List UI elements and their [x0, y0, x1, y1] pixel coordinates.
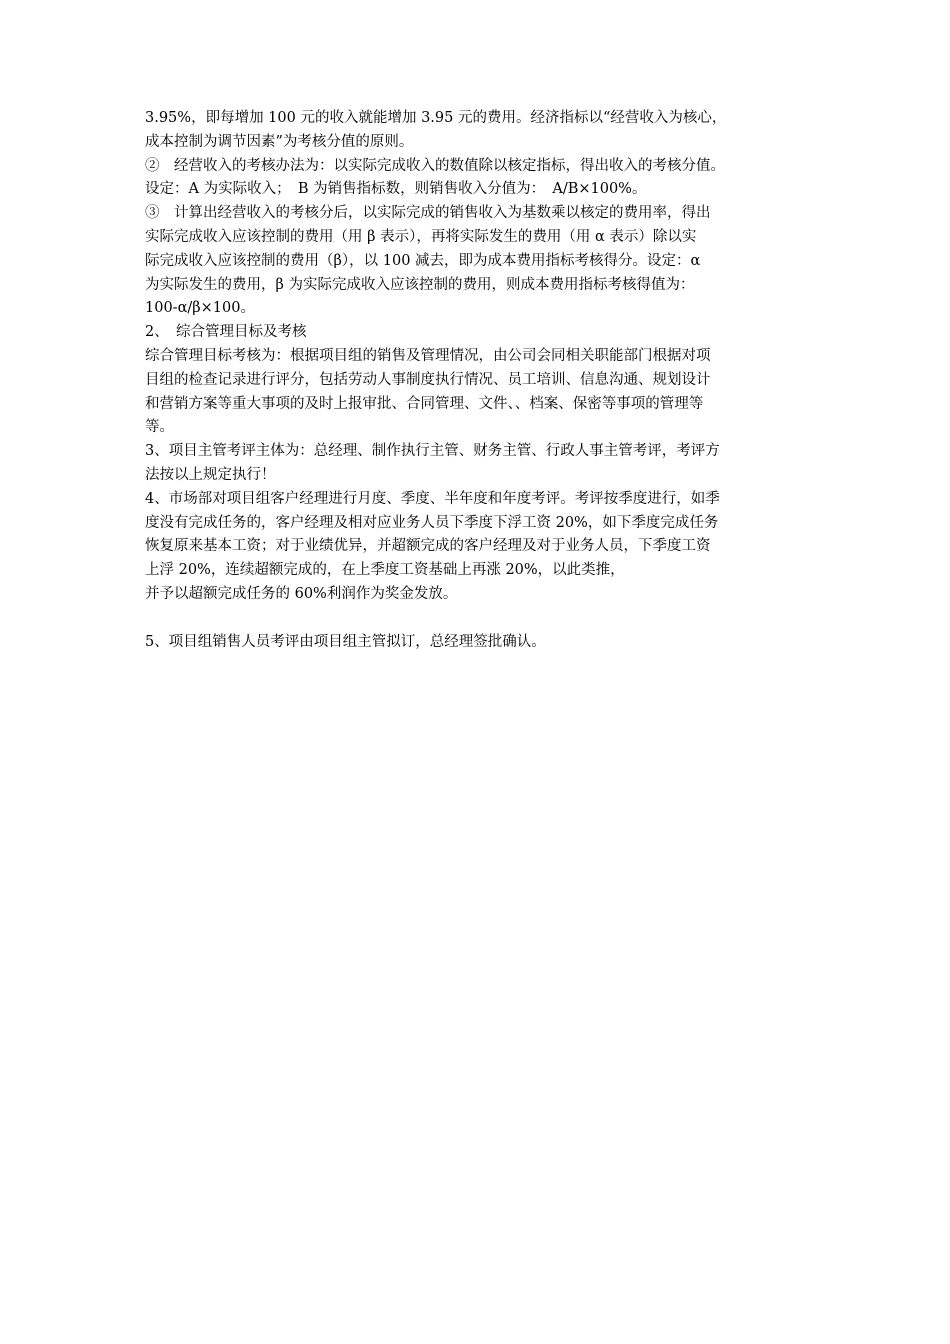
- text-line: 4、市场部对项目组客户经理进行月度、季度、半年度和年度考评。考评按季度进行，如季: [145, 490, 720, 507]
- text-line: 法按以上规定执行！: [145, 466, 276, 483]
- text-line: 为实际发生的费用，β 为实际完成收入应该控制的费用，则成本费用指标考核得值为：: [145, 276, 695, 293]
- text-line: 成本控制为调节因素”为考核分值的原则。: [145, 133, 414, 150]
- text-line: 3、项目主管考评主体为：总经理、制作执行主管、财务主管、行政人事主管考评，考评方: [145, 443, 720, 460]
- text-line: 实际完成收入应该控制的费用（用 β 表示），再将实际发生的费用（用 α 表示）除以实: [145, 228, 697, 245]
- document-body: [145, 107, 825, 654]
- text-line: 际完成收入应该控制的费用（β），以 100 减去，即为成本费用指标考核得分。设定：α: [145, 252, 701, 269]
- text-line: ② 经营收入的考核办法为：以实际完成收入的数值除以核定指标，得出收入的考核分值。: [145, 157, 725, 174]
- text-line: 目组的检查记录进行评分，包括劳动人事制度执行情况、员工培训、信息沟通、规划设计: [145, 371, 711, 388]
- text-line: 等。: [145, 419, 174, 436]
- text-line: 综合管理目标考核为：根据项目组的销售及管理情况，由公司会同相关职能部门根据对项: [145, 347, 711, 364]
- text-line: 5、项目组销售人员考评由项目组主管拟订，总经理签批确认。: [145, 633, 546, 650]
- text-line: 度没有完成任务的，客户经理及相对应业务人员下季度下浮工资 20%，如下季度完成任务: [145, 514, 719, 531]
- text-line: 恢复原来基本工资；对于业绩优异，并超额完成的客户经理及对于业务人员，下季度工资: [145, 538, 711, 555]
- text-line: 设定：A 为实际收入； B 为销售指标数，则销售收入分值为： A/B×100%。: [145, 181, 647, 198]
- blank-line: [145, 607, 825, 631]
- text-line: 3.95%，即每增加 100 元的收入就能增加 3.95 元的费用。经济指标以“经营收入为核心，: [145, 110, 727, 126]
- section-heading: 2、 综合管理目标及考核: [145, 324, 307, 341]
- text-line: 100-α/β×100。: [145, 300, 255, 317]
- text-line: 和营销方案等重大事项的及时上报审批、合同管理、文件、、档案、保密等事项的管理等: [145, 395, 704, 412]
- text-line: 并予以超额完成任务的 60%利润作为奖金发放。: [145, 585, 458, 602]
- text-line: 上浮 20%，连续超额完成的，在上季度工资基础上再涨 20%，以此类推，: [145, 562, 625, 579]
- text-line: ③ 计算出经营收入的考核分后，以实际完成的销售收入为基数乘以核定的费用率，得出: [145, 205, 711, 222]
